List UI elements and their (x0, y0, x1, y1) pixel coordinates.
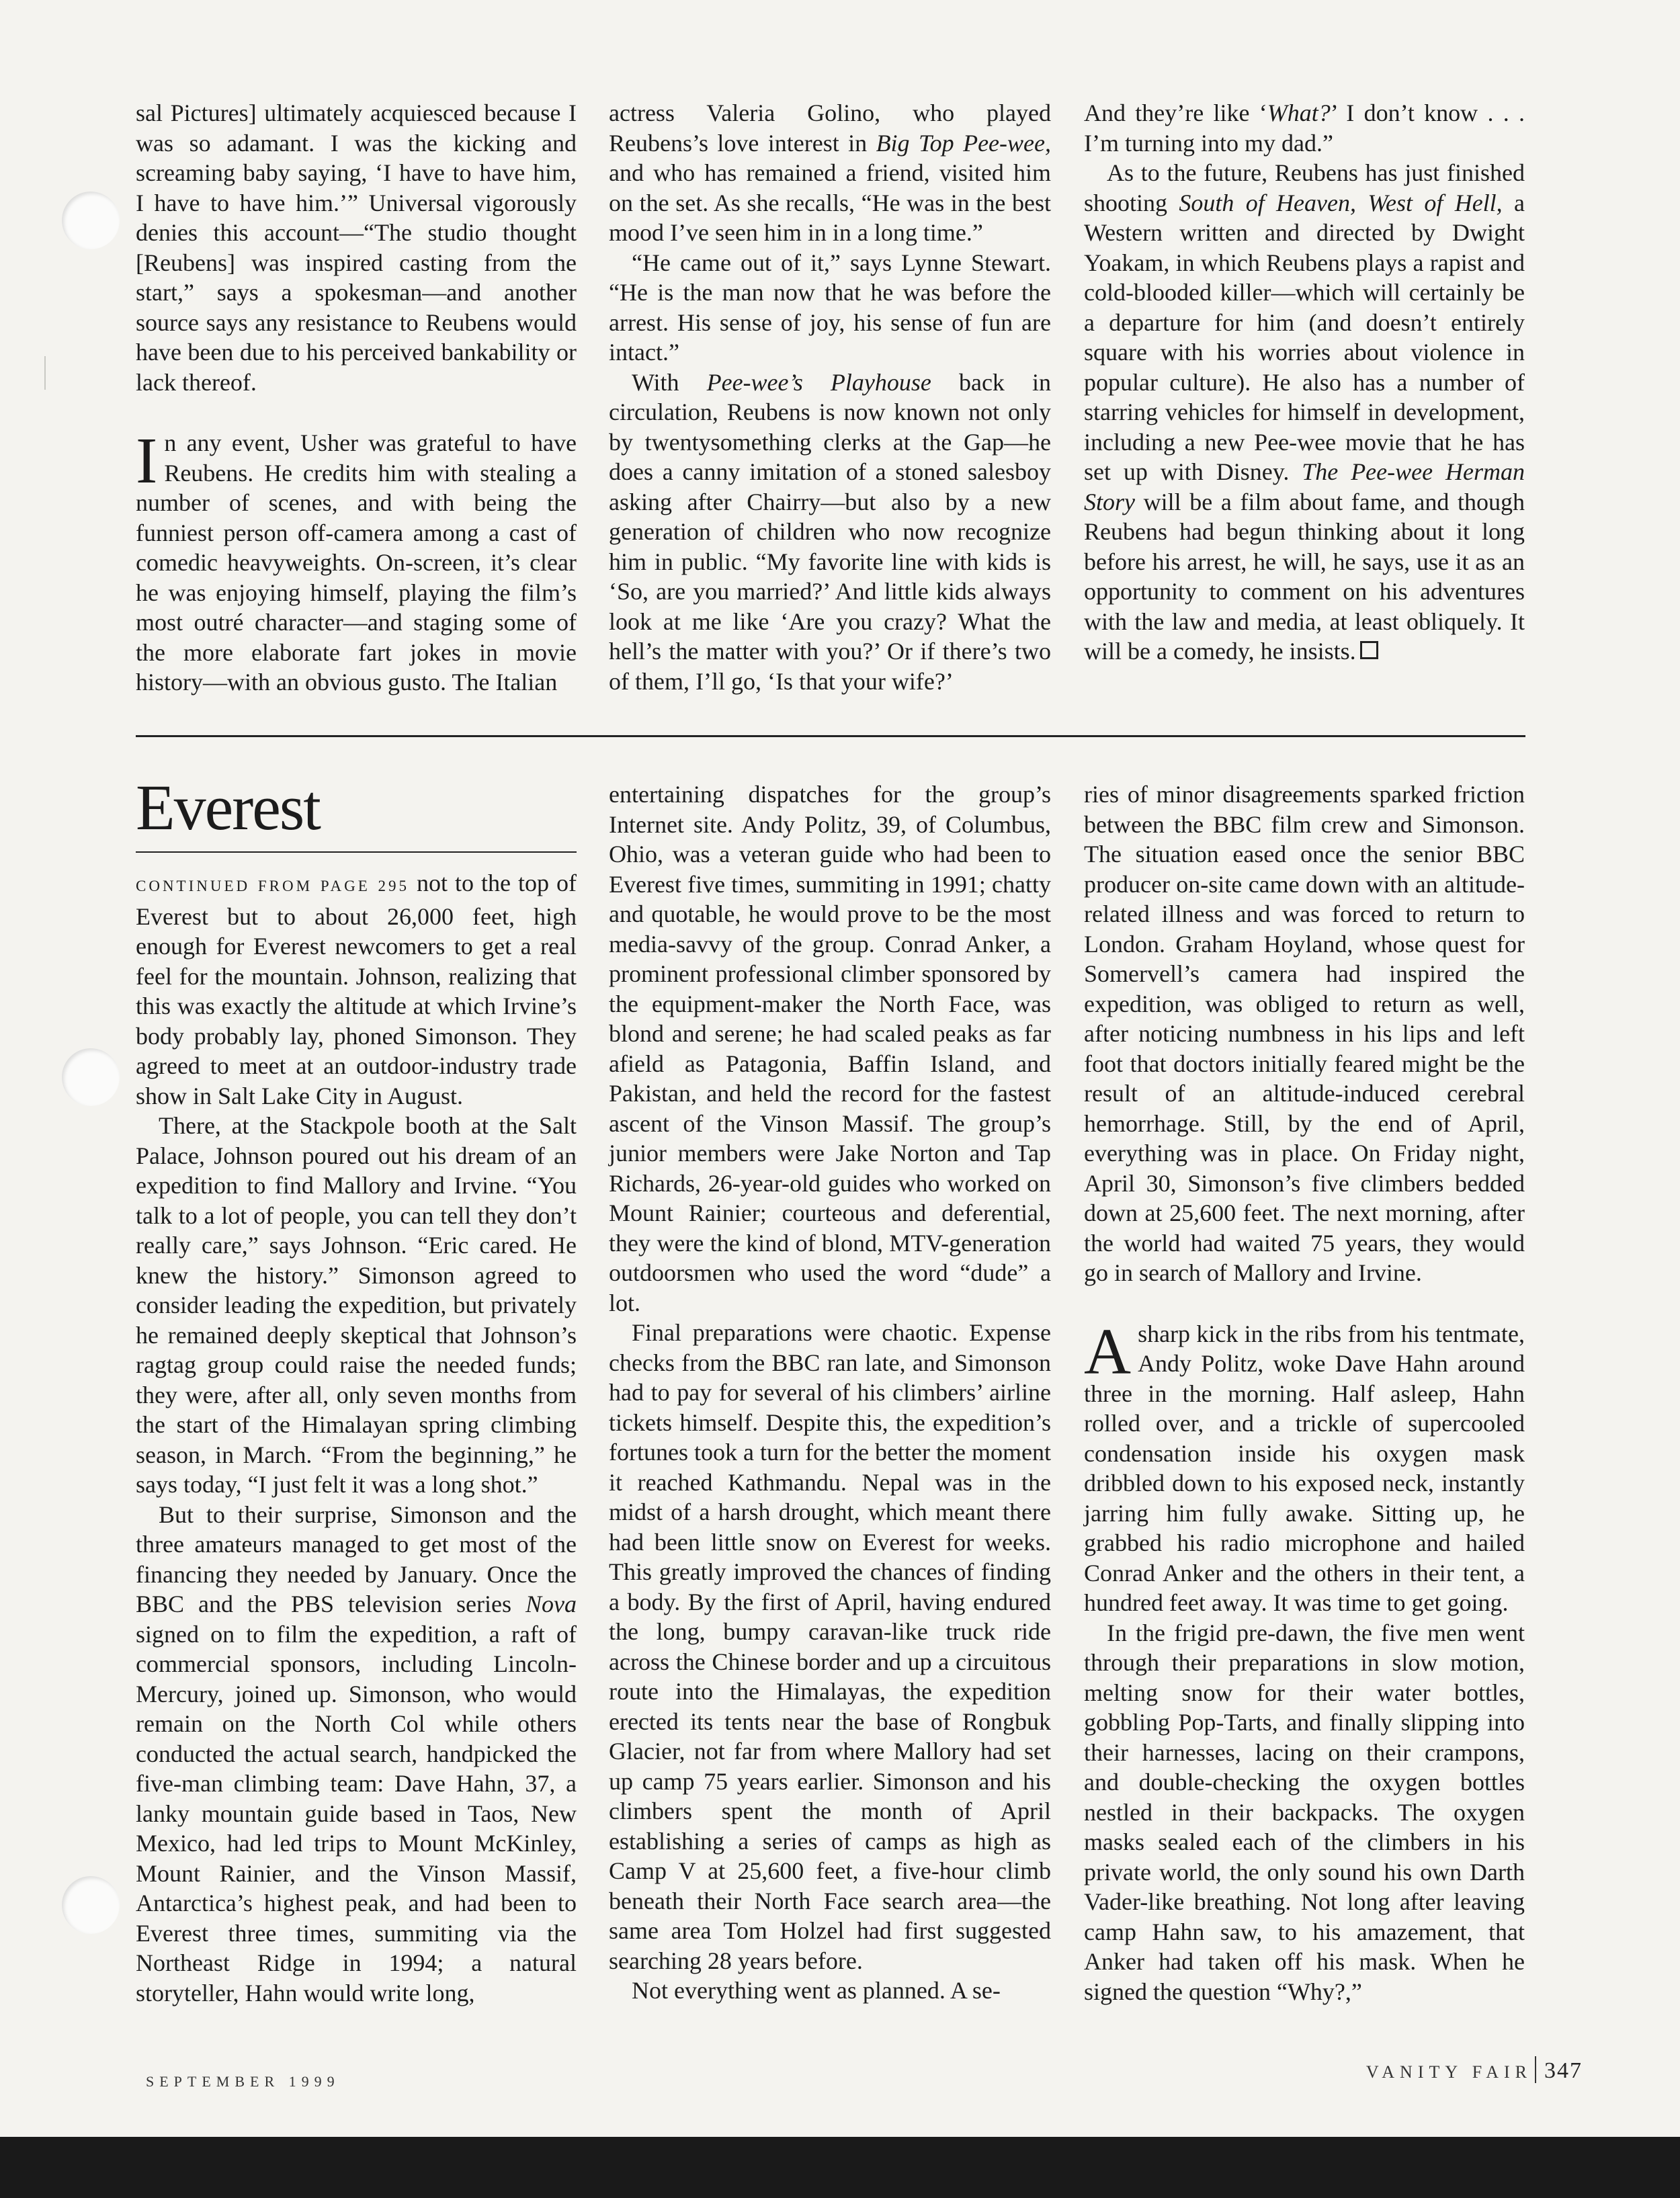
everest-headline: Everest (136, 771, 320, 843)
continued-line: CONTINUED FROM PAGE 295 (136, 878, 410, 894)
everest-col2-paragraph-1: entertaining dispatches for the group’s Internet site. Andy Politz, 39, of Columbus, Ohio, was a veteran guide who had been to Everest five times, summiting in 1991; chatty and quotable, he would prove to be the most media-savvy of the group. Conrad Anker, a prominent professional climber sponsored by the equipment-maker the North Face, was blond and serene; he had scaled peaks as far afield as Patagonia, Baffin Island, and Pakistan, and held the record for the fastest ascent of the Vinson Massif. The group’s junior members were Jake Norton and Tap Richards, 26-year-old guides who worked on Mount Rainier; courteous and deferential, they were the kind of blond, MTV-generation outdoorsmen who used the word “dude” a lot. (609, 781, 1051, 1316)
everest-col1-paragraph-2: There, at the Stackpole booth at the Salt Palace, Johnson poured out his dream of an expedition to find Mallory and Irvine. “You talk to a lot of people, you can tell they don’t really care,” says Johnson. “Eric cared. He knew the history.” Simonson agreed to consider leading the expedition, but privately he remained deeply skeptical that Johnson’s ragtag group could raise the needed funds; they were, after all, only seven months from the start of the Himalayan spring climbing season, in March. “From the beginning,” he says today, “I just felt it was a long shot.” (136, 1112, 577, 1498)
scan-bottom-band (0, 2137, 1680, 2198)
reubens-col2-paragraph-3: With Pee-wee’s Playhouse back in circulation, Reubens is now known not only by twentysomething clerks at the Gap—he does a canny imitation of a stoned salesboy asking after Chairry—but also by a new generation of children who now recognize him in public. “My favorite line with kids is ‘So, are you married?’ And little kids always look at me like ‘Are you crazy? What the hell’s the matter with you?’ Or if there’s two of them, I’ll go, ‘Is that your wife?’ (609, 368, 1051, 695)
everest-col2-paragraph-3: Not everything went as planned. A se- (632, 1977, 1001, 2004)
reubens-col3-paragraph-2: As to the future, Reubens has just finished shooting South of Heaven, West of Hell, a Western written and directed by Dwight Yoakam, in which Reubens plays a rapist and cold-blooded killer—which will certainly be a departure for him (and doesn’t entirely square with his worries about violence in popular culture). He also has a number of starring vehicles for himself in development, including a new Pee-wee movie that he has set up with Disney. The Pee-wee Herman Story will be a film about fame, and though Reubens had begun thinking about it long before his arrest, he will, he says, use it as an opportunity to comment on his adventures with the law and media, at least obliquely. It will be a comedy, he insists. (1084, 159, 1525, 665)
reubens-col1-paragraph-2-text: n any event, Usher was grateful to have Reubens. He credits him with stealing a number of scenes, and with being the funniest person off-camera among a cast of comedic heavyweights. On-screen, it’s clear he was enjoying himself, playing the film’s most outré character—and staging some of the more elaborate fart jokes in movie history—with an obvious gusto. The Italian (136, 429, 577, 695)
drop-cap-i: I (136, 425, 158, 497)
magazine-name: VANITY FAIR (1366, 2062, 1532, 2082)
binder-hole-middle (62, 1048, 120, 1106)
folio-separator (1535, 2056, 1536, 2083)
reubens-col2-paragraph-2: “He came out of it,” says Lynne Stewart. “He is the man now that he was before the arrest. His sense of joy, his sense of fun are intact.” (609, 249, 1051, 366)
everest-col3-paragraph-1: ries of minor disagreements sparked friction between the BBC film crew and Simonson. The situation eased once the senior BBC producer on-site came down with an altitude-related illness and was forced to return to London. Graham Hoyland, whose quest for Somervell’s camera had inspired the expedition, was obliged to return as well, after noticing numbness in his lips and left foot that doctors initially feared might be the result of an altitude-induced cerebral hemorrhage. Still, by the end of April, everything was in place. On Friday night, April 30, Simonson’s five climbers bedded down at 25,600 feet. The next morning, after the world had waited 75 years, they would go in search of Mallory and Irvine. (1084, 781, 1525, 1286)
reubens-col2-paragraph-1: actress Valeria Golino, who played Reubens’s love interest in Big Top Pee-wee, and who has remained a friend, visited him on the set. As she recalls, “He was in the best mood I’ve seen him in in a long time.” (609, 99, 1051, 246)
section-divider (136, 735, 1525, 737)
reubens-col1-paragraph-2 (136, 425, 577, 698)
film-title: Big Top Pee-wee, (876, 129, 1051, 157)
everest-column-1 (136, 868, 577, 2008)
film-title: The Pee-wee Herman Story (1084, 458, 1525, 515)
everest-column-3 (1084, 779, 1525, 2006)
everest-col1-paragraph-1: CONTINUED FROM PAGE 295 not to the top of Everest but to about 26,000 feet, high enough for Everest newcomers to get a real feel for the mountain. Johnson, realizing that this was exactly the altitude at which Irvine’s body probably lay, phoned Simonson. They agreed to meet at an outdoor-industry trade show in Salt Lake City in August. (136, 870, 577, 1109)
everest-col1-paragraph-3: But to their surprise, Simonson and the three amateurs managed to get most of the financing they needed by January. Once the BBC and the PBS television series Nova signed on to film the expedition, a raft of commercial sponsors, including Lincoln-Mercury, joined up. Simonson, who would remain on the North Col while others conducted the actual search, handpicked the five-man climbing team: Dave Hahn, 37, a lanky mountain guide based in Taos, New Mexico, had led trips to Mount McKinley, Mount Rainier, and the Vinson Massif, Antarctica’s highest peak, and had been to Everest three times, summiting via the Northeast Ridge in 1994; a natural storyteller, Hahn would write long, (136, 1500, 577, 2006)
reubens-column-1 (136, 98, 577, 698)
film-title: South of Heaven, West of Hell, (1179, 189, 1503, 216)
everest-col2-paragraph-2: Final preparations were chaotic. Expense checks from the BBC ran late, and Simonson had to pay for several of his climbers’ airline tickets himself. Despite this, the expedition’s fortunes took a turn for the better the moment it reached Kathmandu. Nepal was in the midst of a harsh drought, which meant there had been little snow on Everest for weeks. This greatly improved the chances of finding a body. By the first of April, having endured the long, bumpy caravan-like truck ride across the Chinese border and up a circuitous route into the Himalayas, the expedition erected its tents near the base of Rongbuk Glacier, not far from where Mallory had set up camp 75 years earlier. Simonson and his climbers spent the month of April establishing a series of camps as high as Camp V at 25,600 feet, a five-hour climb beneath their North Face search area—the same area Tom Holzel had first suggested searching 28 years before. (609, 1319, 1051, 1974)
everest-col3-paragraph-2 (1084, 1315, 1525, 1618)
reubens-column-3 (1084, 98, 1525, 667)
show-title: Pee-wee’s Playhouse (706, 368, 931, 396)
headline-underline (136, 851, 577, 853)
reubens-col1-paragraph-1: sal Pictures] ultimately acquiesced because I was so adamant. I was the kicking and screaming baby saying, ‘I have to have him, I have to have him.’” Universal vigorously denies this account—“The studio thought [Reubens] was inspired casting from the start,” says a spokesman—and another source says any resistance to Reubens would have been due to his perceived bankability or lack thereof. (136, 99, 577, 396)
binder-hole-bottom (62, 1876, 120, 1934)
binder-hole-top (62, 192, 120, 249)
scan-edge-mark (44, 356, 46, 390)
series-title: Nova (526, 1591, 577, 1617)
end-mark-icon (1360, 641, 1378, 659)
reubens-col3-paragraph-1: And they’re like ‘What?’ I don’t know . . . I’m turning into my dad.” (1084, 99, 1525, 157)
everest-col3-paragraph-2-text: sharp kick in the ribs from his tentmate, Andy Politz, woke Dave Hahn around three in the morning. Half asleep, Hahn rolled over, and a trickle of supercooled condensation inside his oxygen mask dribbled down to his exposed neck, instantly jarring him fully awake. Sitting up, he grabbed his radio microphone and hailed Conrad Anker and the others in their tent, a hundred feet away. It was time to get going. (1084, 1320, 1525, 1616)
reubens-column-2 (609, 98, 1051, 696)
everest-col3-paragraph-3: In the frigid pre-dawn, the five men went through their preparations in slow motion, melting snow for their water bottles, gobbling Pop-Tarts, and finally slipping into their harnesses, lacing on their crampons, and double-checking the oxygen bottles nestled in their backpacks. The oxygen masks sealed each of the climbers in his private world, the only sound his own Darth Vader-like breathing. Not long after leaving camp Hahn saw, to his amazement, that Anker had taken off his mask. When he signed the question “Why?,” (1084, 1619, 1525, 2005)
issue-date: SEPTEMBER 1999 (146, 2073, 340, 2090)
page-folio (1366, 2056, 1583, 2084)
everest-column-2 (609, 779, 1051, 2006)
drop-cap-a: A (1084, 1315, 1132, 1388)
page-number: 347 (1544, 2058, 1583, 2083)
